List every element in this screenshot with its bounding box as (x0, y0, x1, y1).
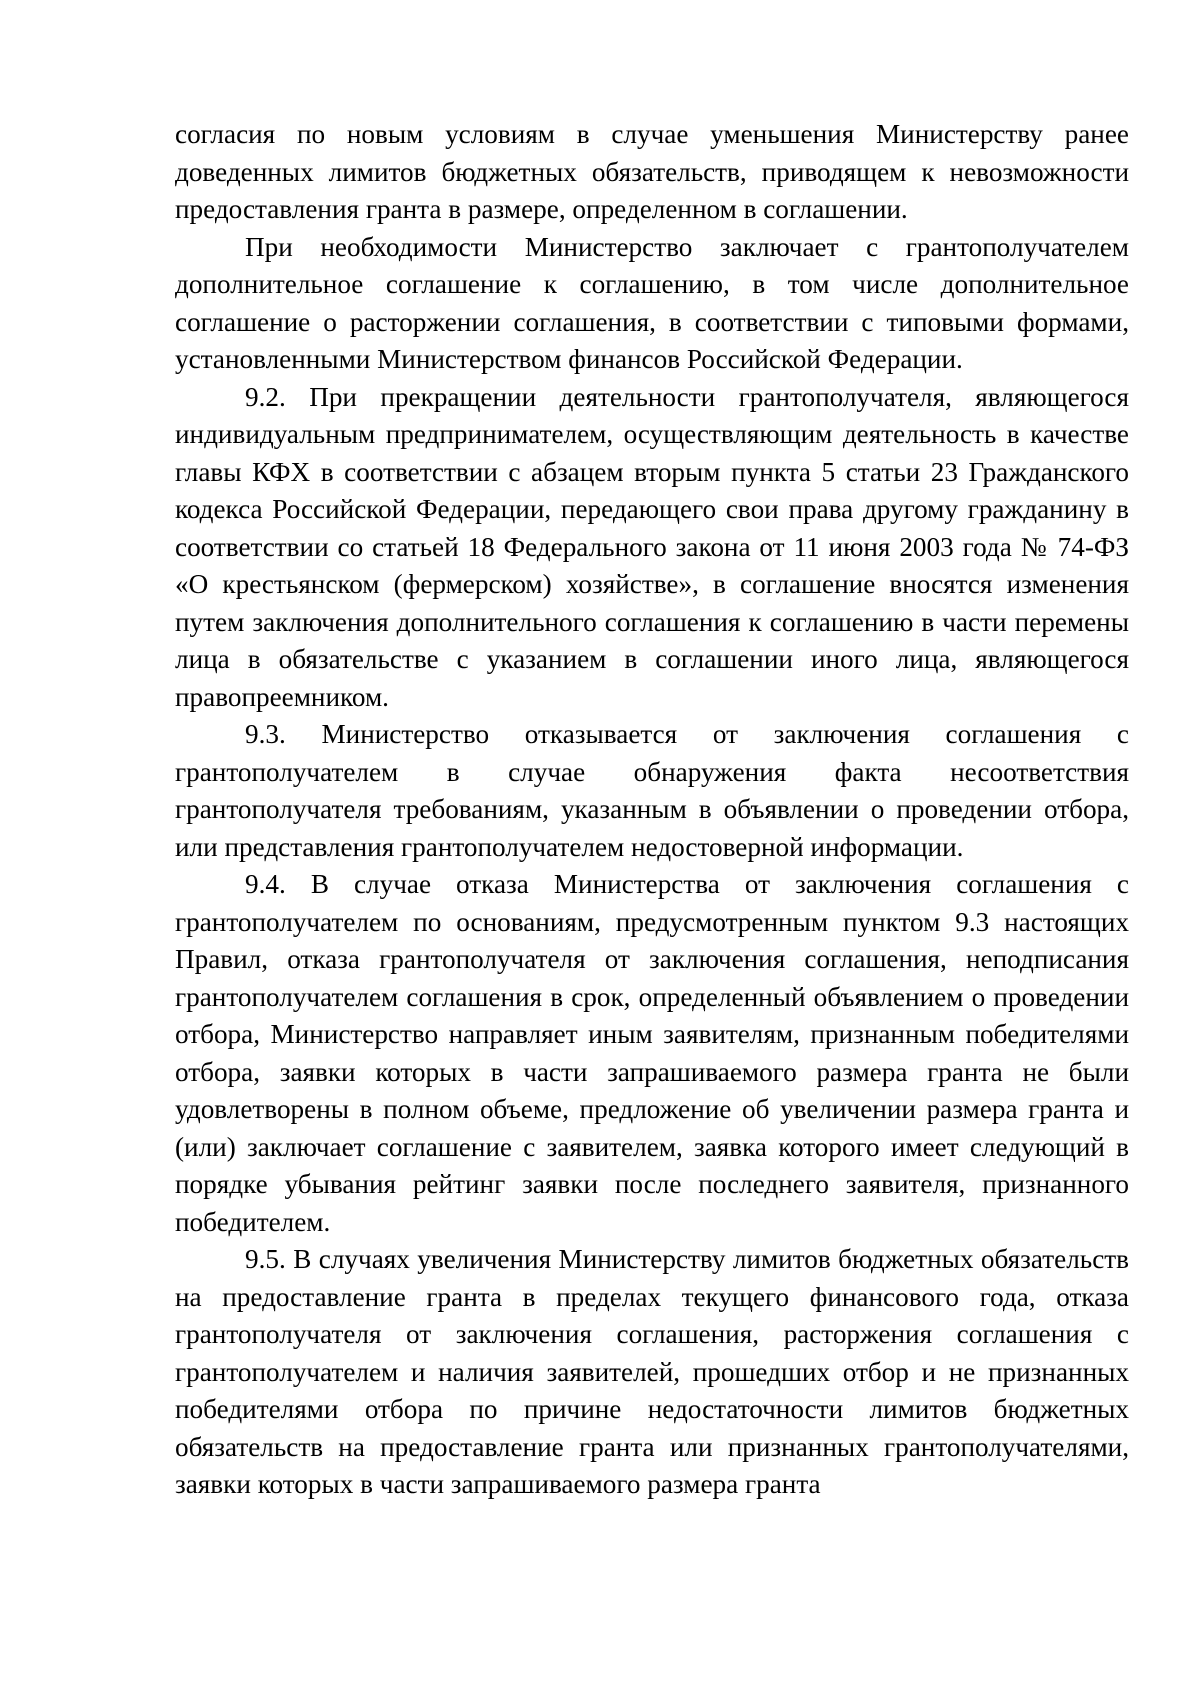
paragraph-9-4: 9.4. В случае отказа Министерства от заключения соглашения с грантополучателем по основаниям, предусмотренным пунктом 9.3 настоящих Правил, отказа грантополучателя от заключения соглашения, неподписания грантополучателем соглашения в срок, определенный объявлением о проведении отбора, Министерство направляет иным заявителям, признанным победителями отбора, заявки которых в части запрашиваемого размера гранта не были удовлетворены в полном объеме, предложение об увеличении размера гранта и (или) заключает соглашение с заявителем, заявка которого имеет следующий в порядке убывания рейтинг заявки после последнего заявителя, признанного победителем. (175, 869, 1129, 1237)
paragraph-9-3: 9.3. Министерство отказывается от заключения соглашения с грантополучателем в случае обнаружения факта несоответствия грантополучателя требованиям, указанным в объявлении о проведении отбора, или представления грантополучателем недостоверной информации. (175, 719, 1129, 862)
paragraph-9-2: 9.2. При прекращении деятельности грантополучателя, являющегося индивидуальным предпринимателем, осуществляющим деятельность в качестве главы КФХ в соответствии с абзацем вторым пункта 5 статьи 23 Гражданского кодекса Российской Федерации, передающего свои права другому гражданину в соответствии со статьей 18 Федерального закона от 11 июня 2003 года № 74-ФЗ «О крестьянском (фермерском) хозяйстве», в соглашение вносятся изменения путем заключения дополнительного соглашения к соглашению в части перемены лица в обязательстве с указанием в соглашении иного лица, являющегося правопреемником. (175, 381, 1129, 712)
paragraph-additional-agreement: При необходимости Министерство заключает с грантополучателем дополнительное соглашение к соглашению, в том числе дополнительное соглашение о расторжении соглашения, в соответствии с типовыми формами, установленными Министерством финансов Российской Федерации. (175, 231, 1129, 374)
document-body (175, 116, 1129, 1504)
paragraph-9-5: 9.5. В случаях увеличения Министерству лимитов бюджетных обязательств на предоставление гранта в пределах текущего финансового года, отказа грантополучателя от заключения соглашения, расторжения соглашения с грантополучателем и наличия заявителей, прошедших отбор и не признанных победителями отбора по причине недостаточности лимитов бюджетных обязательств на предоставление гранта или признанных грантополучателями, заявки которых в части запрашиваемого размера гранта (175, 1244, 1129, 1499)
paragraph-continuation: согласия по новым условиям в случае уменьшения Министерству ранее доведенных лимитов бюджетных обязательств, приводящем к невозможности предоставления гранта в размере, определенном в соглашении. (175, 119, 1129, 224)
